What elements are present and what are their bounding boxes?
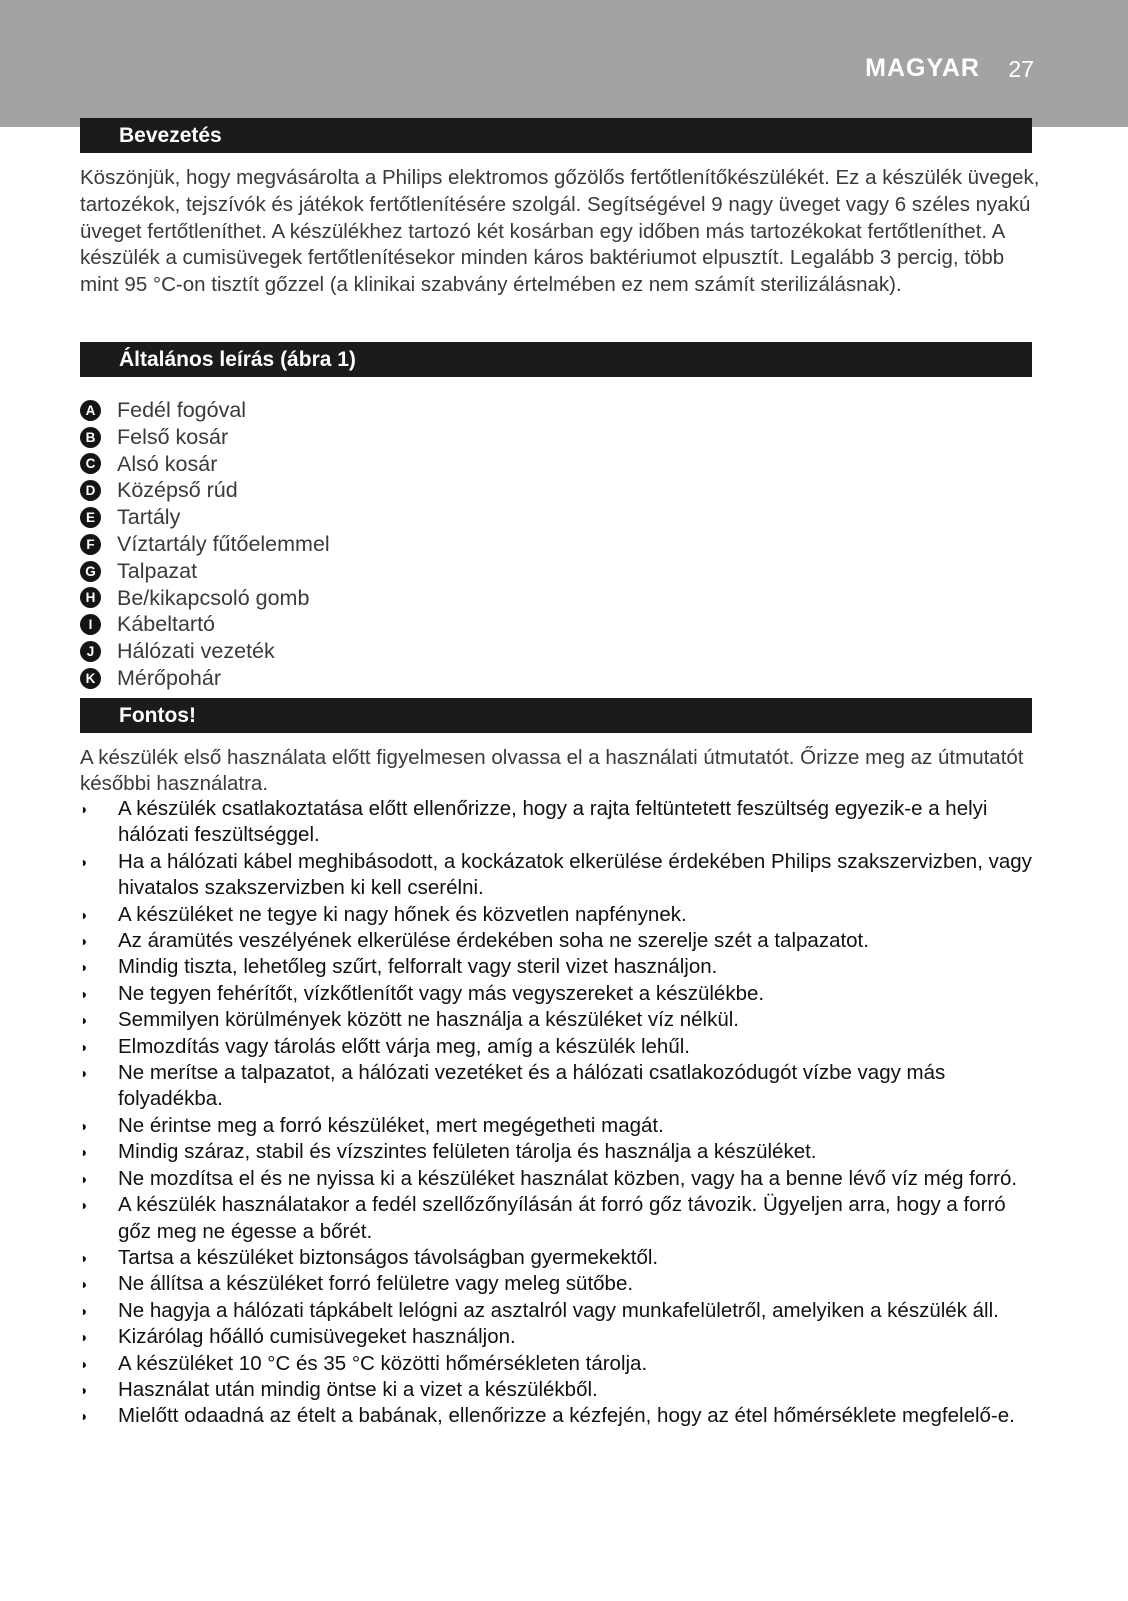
part-label: Be/kikapcsoló gomb (117, 585, 310, 610)
warning-item (80, 1113, 1040, 1139)
part-item (80, 558, 330, 585)
bullet-icon: ◗ (80, 906, 89, 923)
part-label: Felső kosár (117, 424, 229, 449)
warning-item (80, 1351, 1040, 1377)
warning-text: Mindig száraz, stabil és vízszintes felületen tárolja és használja a készüléket. (118, 1140, 817, 1164)
bullet-icon: ◗ (80, 1117, 89, 1134)
part-letter-badge: H (80, 587, 101, 608)
section-heading-intro: Bevezetés (80, 118, 1032, 153)
warning-item (80, 954, 1040, 980)
part-item (80, 531, 330, 558)
section-heading-important: Fontos! (80, 698, 1032, 733)
part-label: Kábeltartó (117, 612, 216, 637)
part-letter-badge: B (80, 427, 101, 448)
part-letter-badge: D (80, 480, 101, 501)
warning-text: Mindig tiszta, lehetőleg szűrt, felforralt vagy steril vizet használjon. (118, 955, 718, 979)
warning-text: A készüléket ne tegye ki nagy hőnek és közvetlen napfénynek. (118, 902, 687, 926)
warning-text: Mielőtt odaadná az ételt a babának, ellenőrizze a kézfején, hogy az étel hőmérséklete megfelelő-e. (118, 1404, 1015, 1428)
part-item (80, 665, 330, 692)
part-item (80, 611, 330, 638)
bullet-icon: ◗ (80, 1170, 89, 1187)
section-heading-general: Általános leírás (ábra 1) (80, 342, 1032, 377)
part-label: Tartály (117, 505, 181, 530)
bullet-icon: ◗ (80, 1197, 89, 1214)
part-label: Alsó kosár (117, 451, 218, 476)
bullet-icon: ◗ (80, 801, 89, 817)
warning-item (80, 1245, 1040, 1271)
warning-item (80, 928, 1040, 954)
part-item (80, 638, 330, 665)
bullet-icon: ◗ (80, 985, 89, 1002)
intro-paragraph: Köszönjük, hogy megvásárolta a Philips elektromos gőzölős fertőtlenítőkészülékét. Ez a készülék üvegek, tartozékok, tejszívók és játékok fertőtlenítésére szolgál. Segítségével 9 nagy üveget vagy 6 széles nyakú üveget fertőtleníthet. A készülékhez tartozó két kosárban egy időben más tartozékokat fertőtleníthet. A készülék a cumisüvegek fertőtlenítésekor minden káros baktériumot elpusztít. Legalább 3 percig, több mint 95 °C-on tisztít gőzzel (a klinikai szabvány értelmében ez nem számít sterilizálásnak). (80, 166, 1040, 297)
warning-item (80, 796, 1040, 849)
bullet-icon: ◗ (80, 1144, 89, 1161)
warning-text: Az áramütés veszélyének elkerülése érdekében soha ne szerelje szét a talpazatot. (118, 929, 869, 953)
warning-text: A készülék használatakor a fedél szellőzőnyílásán át forró gőz távozik. Ügyeljen arra, hogy a forró gőz meg ne égesse a bőrét. (118, 1193, 1006, 1243)
bullet-icon: ◗ (80, 1276, 89, 1293)
header-bar (0, 0, 1128, 127)
warning-text: Ne tegyen fehérítőt, vízkőtlenítőt vagy más vegyszereket a készülékbe. (118, 981, 765, 1005)
warning-text: Használat után mindig öntse ki a vizet a készülékből. (118, 1377, 598, 1401)
warning-item (80, 1007, 1040, 1033)
part-letter-badge: G (80, 561, 101, 582)
part-item (80, 451, 330, 478)
warning-item (80, 981, 1040, 1007)
part-label: Mérőpohár (117, 665, 221, 690)
warning-item (80, 1060, 1040, 1113)
bullet-icon: ◗ (80, 1302, 89, 1319)
part-item (80, 585, 330, 612)
language-label: MAGYAR (865, 54, 980, 82)
bullet-icon: ◗ (80, 1012, 89, 1029)
bullet-icon: ◗ (80, 933, 89, 950)
bullet-icon: ◗ (80, 1249, 89, 1266)
bullet-icon: ◗ (80, 1355, 89, 1372)
warning-text: Ne hagyja a hálózati tápkábelt lelógni az asztalról vagy munkafelületről, amelyiken a készülék áll. (118, 1298, 999, 1322)
warning-text: Ha a hálózati kábel meghibásodott, a kockázatok elkerülése érdekében Philips szakszervizben, vagy hivatalos szakszervizben ki kell cserélni. (118, 849, 1032, 900)
bullet-icon: ◗ (80, 1408, 89, 1425)
parts-list (80, 397, 330, 692)
important-intro-paragraph: A készülék első használata előtt figyelmesen olvassa el a használati útmutatót. Őrizze meg az útmutatót későbbi használatra. (80, 746, 1024, 796)
part-label: Hálózati vezeték (117, 639, 275, 664)
warning-text: Ne állítsa a készüléket forró felületre vagy meleg sütőbe. (118, 1272, 634, 1296)
warning-text: Elmozdítás vagy tárolás előtt várja meg, amíg a készülék lehűl. (118, 1034, 690, 1058)
bullet-icon: ◗ (80, 853, 89, 870)
bullet-icon: ◗ (80, 1381, 89, 1398)
part-item (80, 397, 330, 424)
warning-text: A készülék csatlakoztatása előtt ellenőrizze, hogy a rajta feltüntetett feszültség egyezik-e a helyi hálózati feszültséggel. (118, 797, 988, 847)
part-letter-badge: J (80, 641, 101, 662)
part-item (80, 477, 330, 504)
bullet-icon: ◗ (80, 1065, 89, 1082)
warning-text: Ne mozdítsa el és ne nyissa ki a készüléket használat közben, vagy ha a benne lévő víz még forró. (118, 1166, 1018, 1190)
part-letter-badge: I (80, 614, 101, 635)
warning-text: Ne érintse meg a forró készüléket, mert megégetheti magát. (118, 1113, 664, 1137)
warning-item (80, 1377, 1040, 1403)
part-letter-badge: C (80, 453, 101, 474)
part-letter-badge: A (80, 400, 101, 421)
warning-item (80, 1192, 1040, 1245)
part-label: Talpazat (117, 558, 198, 583)
part-label: Víztartály fűtőelemmel (117, 531, 330, 556)
bullet-icon: ◗ (80, 1038, 89, 1055)
warning-item (80, 1139, 1040, 1165)
part-item (80, 504, 330, 531)
warning-item (80, 902, 1040, 928)
warning-text: Tartsa a készüléket biztonságos távolságban gyermekektől. (118, 1245, 659, 1269)
bullet-icon: ◗ (80, 1329, 89, 1346)
part-letter-badge: E (80, 507, 101, 528)
warning-item (80, 1271, 1040, 1297)
part-letter-badge: F (80, 534, 101, 555)
warning-item (80, 1324, 1040, 1350)
part-label: Fedél fogóval (117, 398, 247, 422)
warning-text: Kizárólag hőálló cumisüvegeket használjon. (118, 1325, 516, 1349)
warning-text: Semmilyen körülmények között ne használja a készüléket víz nélkül. (118, 1008, 739, 1032)
warning-text: Ne merítse a talpazatot, a hálózati vezetéket és a hálózati csatlakozódugót vízbe vagy más folyadékba. (118, 1061, 946, 1111)
warning-item (80, 1166, 1040, 1192)
warning-item (80, 1403, 1040, 1429)
warning-item (80, 849, 1040, 902)
part-item (80, 424, 330, 451)
part-label: Középső rúd (117, 478, 238, 503)
warning-item (80, 1298, 1040, 1324)
warning-text: A készüléket 10 °C és 35 °C közötti hőmérsékleten tárolja. (118, 1351, 648, 1375)
bullet-icon: ◗ (80, 959, 89, 976)
page-number: 27 (1008, 56, 1034, 82)
warning-item (80, 1034, 1040, 1060)
part-letter-badge: K (80, 668, 101, 689)
warnings-list (80, 796, 1040, 1430)
